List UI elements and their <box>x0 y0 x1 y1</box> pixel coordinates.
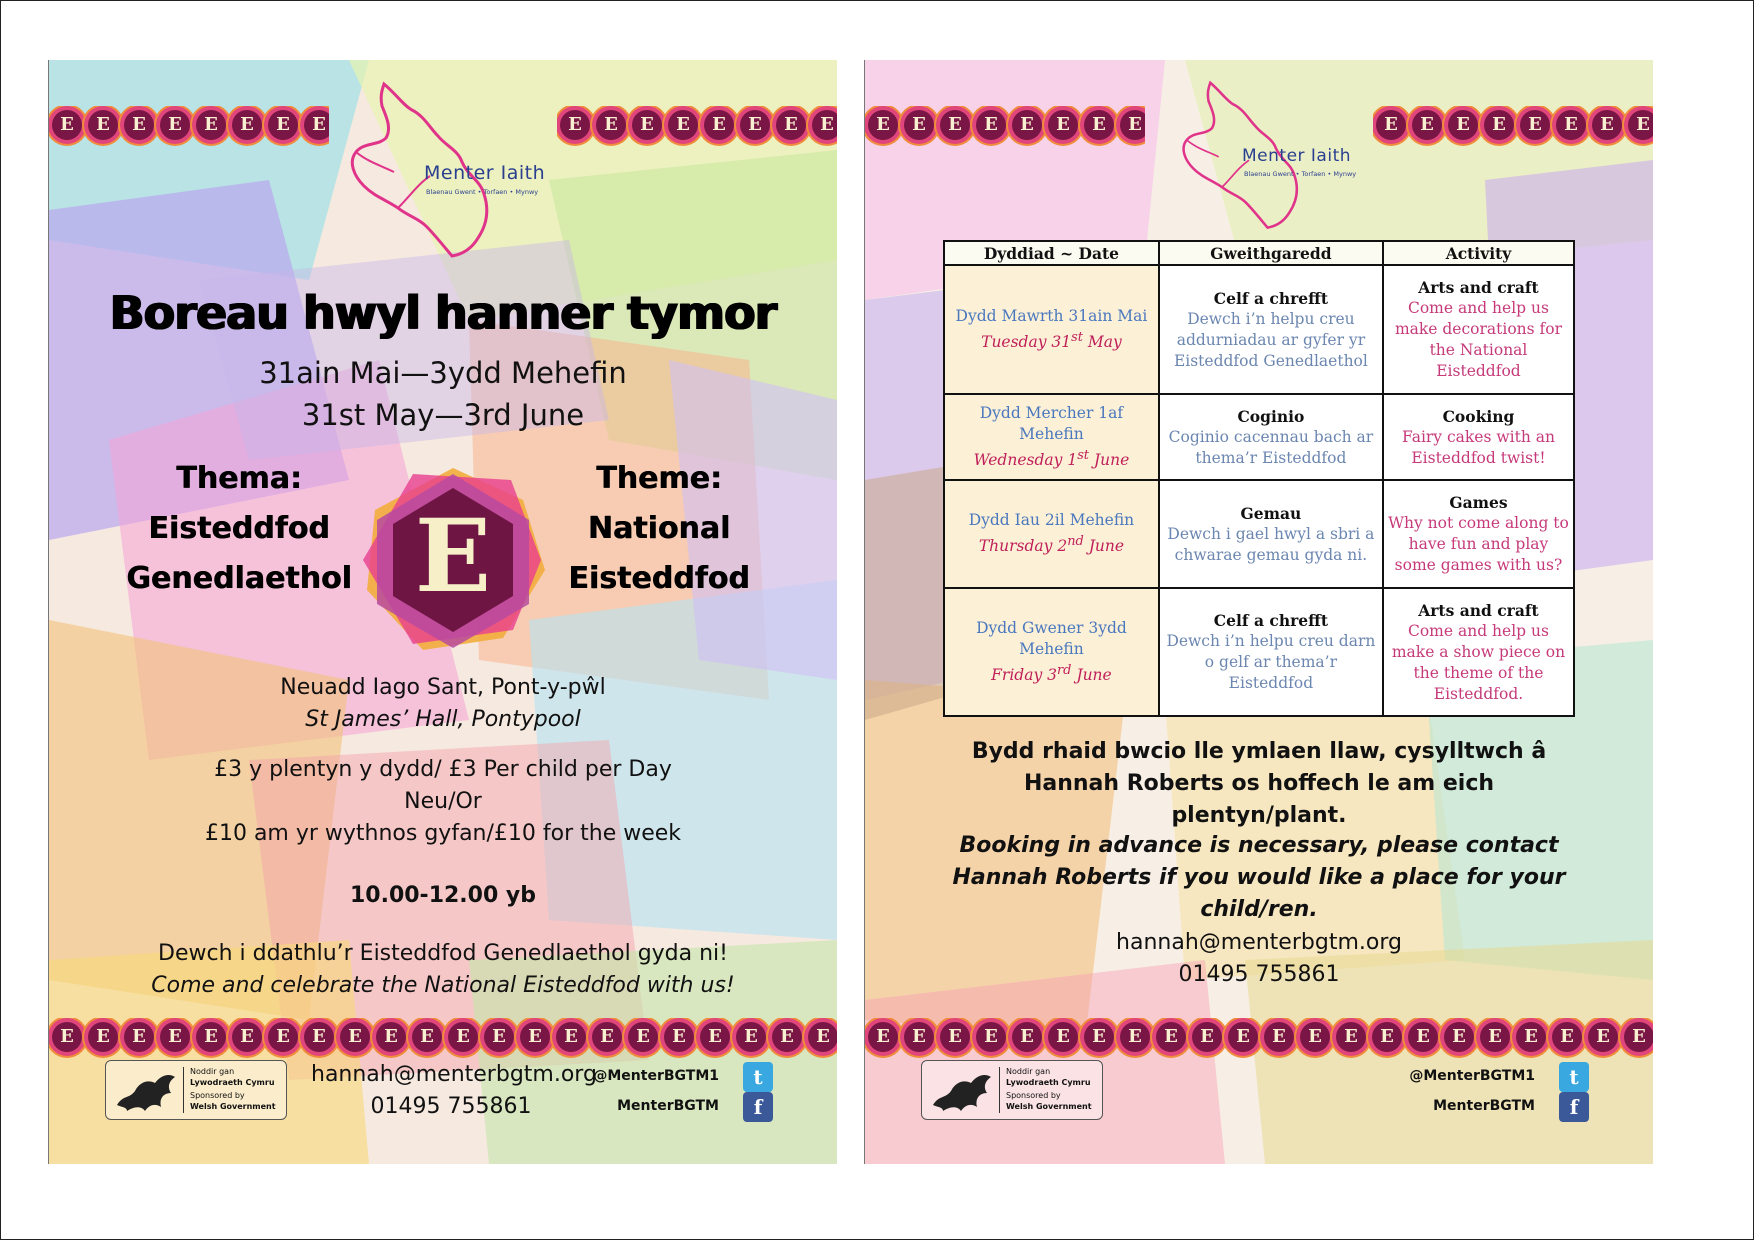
e-badge-icon <box>124 1022 154 1052</box>
e-badge-icon <box>1444 1022 1474 1052</box>
table-row <box>944 588 1574 716</box>
date-welsh: Dydd Mawrth 31ain Mai <box>955 306 1148 325</box>
booking-note-welsh: Bydd rhaid bwcio lle ymlaen llaw, cysylltwch â Hannah Roberts os hoffech le am eich plentyn/plant. <box>971 739 1547 828</box>
venue-english: St James’ Hall, Pontypool <box>305 707 581 732</box>
welsh-activity-description: Dewch i’n helpu creu addurniadau ar gyfer yr Eisteddfod Genedlaethol <box>1173 309 1368 370</box>
e-badge-icon <box>1372 1022 1402 1052</box>
welsh-activity-title: Celf a chrefft <box>1213 288 1329 308</box>
e-badge-icon <box>1192 1022 1222 1052</box>
e-badge-icon <box>88 110 118 140</box>
theme-welsh <box>109 454 369 604</box>
welsh-activity-description: Dewch i’n helpu creu darn o gelf ar thema’r Eisteddfod <box>1166 632 1376 692</box>
e-badge-strip-top-right <box>1373 106 1653 146</box>
theme-english <box>549 454 769 604</box>
e-badge-icon <box>1556 110 1586 140</box>
contact-email[interactable]: hannah@menterbgtm.org <box>1116 930 1402 955</box>
contact-phone: 01495 755861 <box>1178 962 1340 987</box>
e-badge-icon <box>1228 1022 1258 1052</box>
twitter-glyph: t <box>1569 1065 1579 1089</box>
contact-email[interactable]: hannah@menterbgtm.org <box>311 1062 597 1087</box>
e-badge-icon <box>1592 110 1622 140</box>
date-english-month: May <box>1082 333 1122 352</box>
e-badge-icon <box>52 110 82 140</box>
schedule-table <box>943 240 1575 717</box>
e-badge-icon <box>196 1022 226 1052</box>
e-badge-icon <box>1520 110 1550 140</box>
e-badge-icon <box>1408 1022 1438 1052</box>
e-badge-icon <box>1084 1022 1114 1052</box>
english-activity-description: Fairy cakes with an Eisteddfod twist! <box>1402 427 1555 467</box>
date-english <box>949 327 1154 353</box>
e-badge-icon <box>560 110 590 140</box>
e-badge-icon <box>232 1022 262 1052</box>
e-badge-icon <box>1012 1022 1042 1052</box>
column-header-activity: Activity <box>1383 241 1574 265</box>
e-badge-icon <box>1120 110 1145 140</box>
price-line-2: Neu/Or <box>404 789 482 814</box>
menter-iaith-logo <box>1150 76 1380 236</box>
e-badge-icon <box>1624 1022 1653 1052</box>
e-badge-icon <box>904 1022 934 1052</box>
e-badge-icon <box>520 1022 550 1052</box>
sponsor-divider <box>999 1067 1000 1113</box>
e-badge-icon <box>704 110 734 140</box>
e-badge-icon <box>484 1022 514 1052</box>
date-english-month: June <box>1083 537 1125 556</box>
welsh-activity-description: Coginio cacennau bach ar thema’r Eisteddfod <box>1168 427 1374 467</box>
date-english <box>949 531 1154 557</box>
date-english-ordinal: nd <box>1067 534 1084 550</box>
e-badge-strip-bottom <box>49 1018 837 1058</box>
e-badge-icon <box>1012 110 1042 140</box>
celebrate-welsh: Dewch i ddathlu’r Eisteddfod Genedlaethol gyda ni! <box>158 941 728 966</box>
e-badge-icon <box>412 1022 442 1052</box>
date-cell <box>944 394 1159 480</box>
welsh-activity-cell <box>1159 480 1383 588</box>
sponsor-line-2: Lywodraeth Cymru <box>190 1078 275 1087</box>
sponsor-line-4: Welsh Government <box>190 1102 276 1111</box>
e-badge-icon <box>160 110 190 140</box>
e-badge-icon <box>1084 110 1114 140</box>
e-badge-icon <box>304 110 329 140</box>
e-badge-icon <box>52 1022 82 1052</box>
table-row <box>944 394 1574 480</box>
e-badge-icon <box>1628 110 1653 140</box>
twitter-handle[interactable]: @MenterBGTM1 <box>1409 1068 1535 1084</box>
sponsor-line-3: Sponsored by <box>190 1091 245 1100</box>
sponsor-line-1: Noddir gan <box>190 1067 235 1076</box>
e-badge-icon <box>596 110 626 140</box>
table-header-row <box>944 241 1574 265</box>
twitter-icon[interactable] <box>1559 1062 1589 1092</box>
sponsor-line-2: Lywodraeth Cymru <box>1006 1078 1091 1087</box>
date-welsh: Dydd Iau 2il Mehefin <box>968 511 1135 530</box>
e-badge-icon <box>1120 1022 1150 1052</box>
sponsor-line-1: Noddir gan <box>1006 1067 1051 1076</box>
e-badge-strip-top-left <box>49 106 329 146</box>
e-badge-icon <box>772 1022 802 1052</box>
english-activity-title: Cooking <box>1442 406 1515 426</box>
date-english-month: June <box>1071 666 1112 685</box>
e-badge-icon <box>196 110 226 140</box>
e-badge-icon <box>268 1022 298 1052</box>
facebook-handle[interactable]: MenterBGTM <box>1433 1098 1535 1114</box>
date-english-day: Thursday 2 <box>978 537 1068 556</box>
dragon-icon <box>927 1065 997 1115</box>
date-english-ordinal: st <box>1077 447 1089 463</box>
contact-phone: 01495 755861 <box>370 1094 532 1119</box>
e-badge-strip-bottom <box>865 1018 1653 1058</box>
facebook-icon[interactable] <box>1559 1092 1589 1122</box>
welsh-government-sponsor <box>921 1060 1103 1120</box>
english-activity-cell <box>1383 394 1574 480</box>
e-badge-icon <box>632 110 662 140</box>
menter-iaith-logo <box>334 76 564 266</box>
facebook-handle[interactable]: MenterBGTM <box>617 1098 719 1114</box>
e-badge-icon <box>1480 1022 1510 1052</box>
table-row <box>944 480 1574 588</box>
e-badge-icon <box>376 1022 406 1052</box>
facebook-icon[interactable] <box>743 1092 773 1122</box>
page-title: Boreau hwyl hanner tymor <box>109 286 777 340</box>
e-badge-icon <box>1412 110 1442 140</box>
e-badge-icon <box>976 110 1006 140</box>
emblem-letter: E <box>414 497 492 615</box>
welsh-activity-description: Dewch i gael hwyl a sbri a chwarae gemau gyda ni. <box>1167 524 1375 564</box>
sponsor-line-4: Welsh Government <box>1006 1102 1092 1111</box>
poster-schedule-back <box>864 60 1653 1164</box>
welsh-activity-title: Gemau <box>1240 503 1302 523</box>
e-badge-icon <box>740 110 770 140</box>
poster-welsh-front <box>48 60 837 1164</box>
e-badge-icon <box>304 1022 334 1052</box>
english-activity-title: Arts and craft <box>1418 600 1539 620</box>
english-activity-cell <box>1383 588 1574 716</box>
e-badge-strip-top-right <box>557 106 837 146</box>
e-badge-icon <box>160 1022 190 1052</box>
english-activity-title: Arts and craft <box>1418 278 1539 297</box>
dragon-icon <box>111 1065 181 1115</box>
e-badge-icon <box>268 110 298 140</box>
facebook-glyph: f <box>753 1095 763 1119</box>
logo-wordmark: Menter Iaith <box>424 162 546 184</box>
facebook-glyph: f <box>1569 1095 1579 1119</box>
english-activity-title: Games <box>1449 493 1508 512</box>
dates-english: 31st May—3rd June <box>301 398 585 432</box>
e-badge-icon <box>88 1022 118 1052</box>
e-badge-icon <box>664 1022 694 1052</box>
e-badge-icon <box>776 110 806 140</box>
date-english <box>949 445 1154 471</box>
theme-welsh-line2: Genedlaethol <box>126 561 352 596</box>
e-badge-icon <box>812 110 837 140</box>
date-english-day: Wednesday 1 <box>973 451 1078 470</box>
theme-english-line1: National <box>587 511 731 546</box>
welsh-activity-title: Celf a chrefft <box>1213 611 1329 630</box>
venue-welsh: Neuadd Iago Sant, Pont-y-pŵl <box>280 675 606 700</box>
date-english-day: Tuesday 31 <box>981 333 1072 352</box>
date-english-month: June <box>1089 451 1130 470</box>
e-badge-icon <box>1048 110 1078 140</box>
e-badge-icon <box>1300 1022 1330 1052</box>
price-line-1: £3 y plentyn y dydd/ £3 Per child per Day <box>214 757 672 782</box>
column-header-welsh-activity: Gweithgaredd <box>1159 241 1383 265</box>
price-line-3: £10 am yr wythnos gyfan/£10 for the week <box>204 821 682 846</box>
theme-english-line2: Eisteddfod <box>568 561 750 596</box>
sponsor-divider <box>183 1067 184 1113</box>
english-activity-description: Come and help us make decorations for the National Eisteddfod <box>1394 299 1562 380</box>
e-badge-icon <box>1336 1022 1366 1052</box>
e-badge-icon <box>668 110 698 140</box>
eisteddfod-e-emblem <box>353 460 553 660</box>
english-activity-cell <box>1383 265 1574 394</box>
twitter-glyph: t <box>753 1065 763 1089</box>
date-english-ordinal: rd <box>1057 662 1072 678</box>
date-english-ordinal: st <box>1071 329 1083 345</box>
e-badge-icon <box>1264 1022 1294 1052</box>
e-badge-icon <box>904 110 934 140</box>
e-badge-icon <box>556 1022 586 1052</box>
e-badge-strip-top-left <box>865 106 1145 146</box>
table-row <box>944 265 1574 394</box>
e-badge-icon <box>124 110 154 140</box>
e-badge-icon <box>1448 110 1478 140</box>
e-badge-icon <box>868 1022 898 1052</box>
date-english-day: Friday 3 <box>991 666 1057 685</box>
e-badge-icon <box>808 1022 837 1052</box>
date-welsh: Dydd Mercher 1af Mehefin <box>979 403 1124 443</box>
english-activity-cell <box>1383 480 1574 588</box>
e-badge-icon <box>1552 1022 1582 1052</box>
twitter-handle[interactable]: @MenterBGTM1 <box>593 1068 719 1084</box>
logo-subtitle: Blaenau Gwent • Torfaen • Mynwy <box>1244 170 1357 178</box>
e-badge-icon <box>868 110 898 140</box>
e-badge-icon <box>592 1022 622 1052</box>
date-cell <box>944 265 1159 394</box>
logo-wordmark: Menter Iaith <box>1242 146 1352 166</box>
e-badge-icon <box>1048 1022 1078 1052</box>
e-badge-icon <box>232 110 262 140</box>
e-badge-icon <box>340 1022 370 1052</box>
e-badge-icon <box>736 1022 766 1052</box>
e-badge-icon <box>700 1022 730 1052</box>
logo-subtitle: Blaenau Gwent • Torfaen • Mynwy <box>426 188 539 196</box>
session-time: 10.00-12.00 yb <box>349 883 537 908</box>
e-badge-icon <box>1376 110 1406 140</box>
e-badge-icon <box>1156 1022 1186 1052</box>
celebrate-english: Come and celebrate the National Eisteddfod with us! <box>151 973 735 998</box>
welsh-activity-cell <box>1159 265 1383 394</box>
english-activity-description: Come and help us make a show piece on the theme of the Eisteddfod. <box>1391 621 1566 703</box>
welsh-government-sponsor <box>105 1060 287 1120</box>
e-badge-icon <box>1484 110 1514 140</box>
booking-note-english: Booking in advance is necessary, please contact Hannah Roberts if you would like a place for your child/ren. <box>952 833 1566 922</box>
date-cell <box>944 588 1159 716</box>
theme-welsh-label: Thema: <box>176 461 302 496</box>
theme-english-label: Theme: <box>596 461 722 496</box>
e-badge-icon <box>628 1022 658 1052</box>
date-english <box>949 660 1154 686</box>
date-cell <box>944 480 1159 588</box>
e-badge-icon <box>940 1022 970 1052</box>
e-badge-icon <box>1516 1022 1546 1052</box>
welsh-activity-cell <box>1159 394 1383 480</box>
english-activity-description: Why not come along to have fun and play some games with us? <box>1388 514 1569 574</box>
welsh-activity-title: Coginio <box>1237 406 1305 426</box>
dates-welsh: 31ain Mai—3ydd Mehefin <box>259 356 627 390</box>
theme-welsh-line1: Eisteddfod <box>148 511 330 546</box>
sponsor-line-3: Sponsored by <box>1006 1091 1061 1100</box>
e-badge-icon <box>940 110 970 140</box>
welsh-activity-cell <box>1159 588 1383 716</box>
column-header-date: Dyddiad ~ Date <box>944 241 1159 265</box>
e-badge-icon <box>448 1022 478 1052</box>
e-badge-icon <box>1588 1022 1618 1052</box>
date-welsh: Dydd Gwener 3ydd Mehefin <box>976 618 1127 658</box>
twitter-icon[interactable] <box>743 1062 773 1092</box>
e-badge-icon <box>976 1022 1006 1052</box>
